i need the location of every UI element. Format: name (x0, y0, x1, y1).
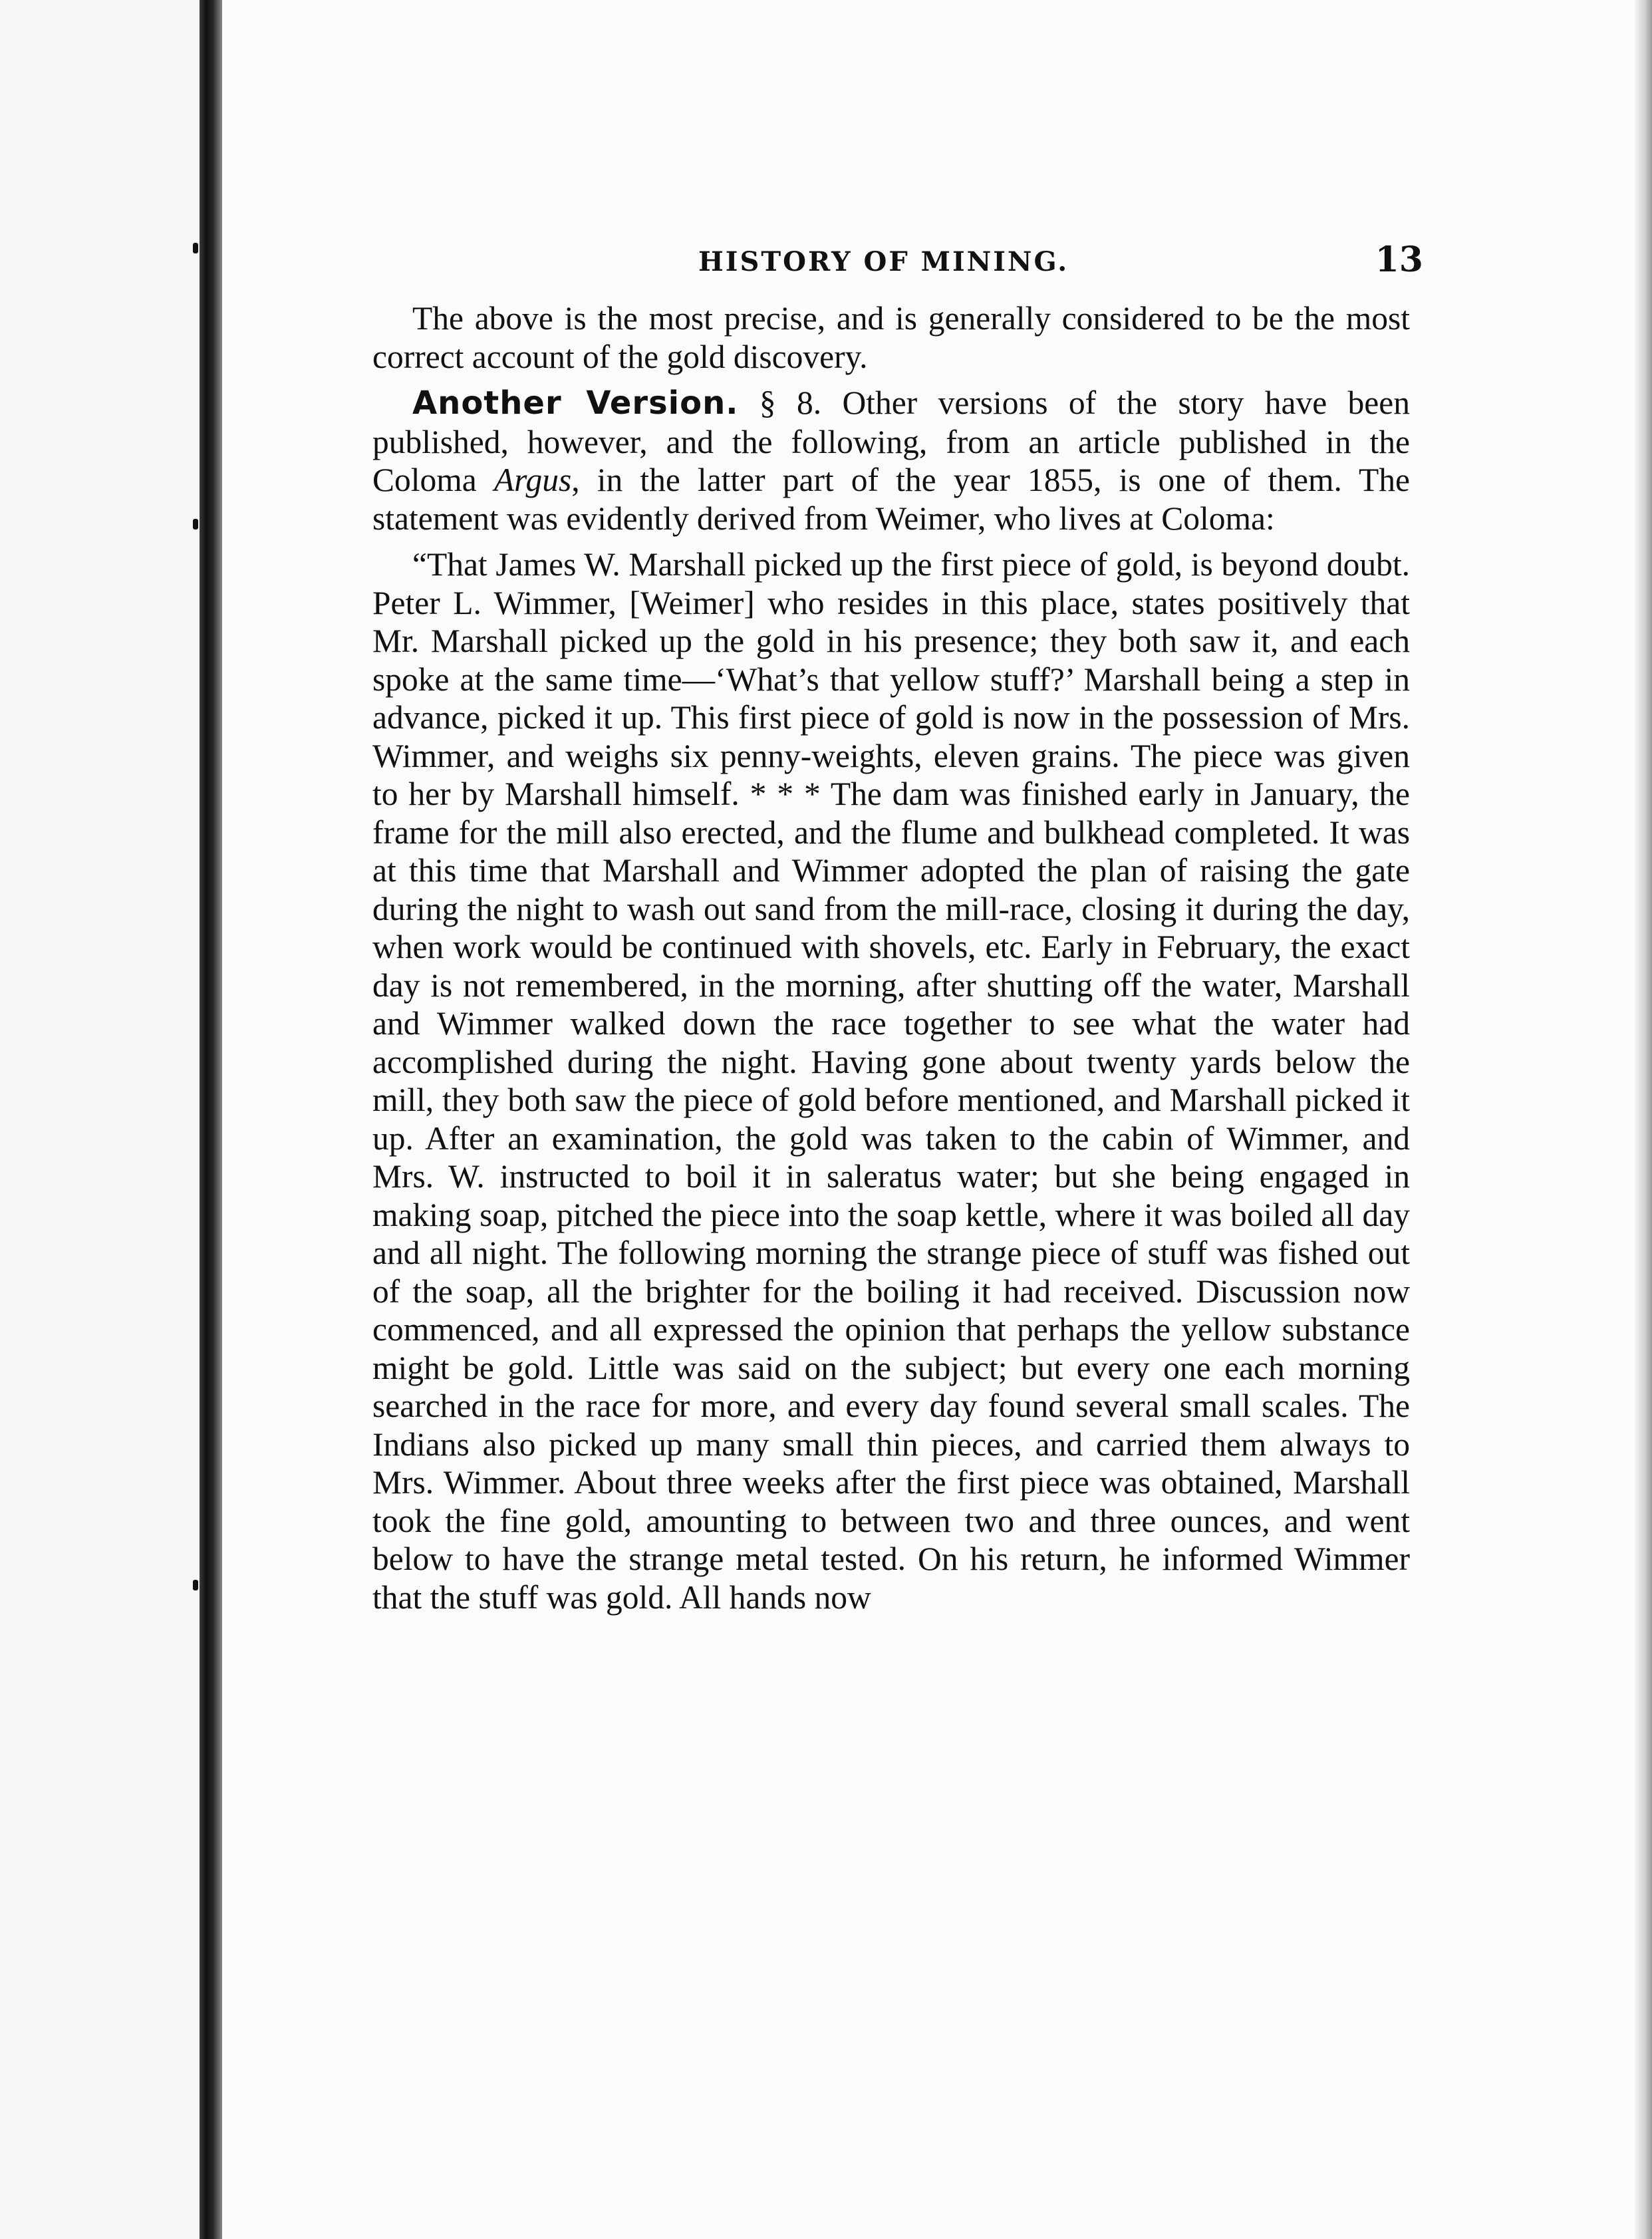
newspaper-title: Argus (493, 462, 572, 498)
margin-mark (193, 519, 198, 529)
book-binding-shadow (200, 0, 222, 2239)
previous-page-edge (0, 0, 200, 2239)
page-right-edge (1635, 0, 1652, 2239)
running-title: HISTORY OF MINING. (698, 246, 1069, 277)
margin-mark (193, 1580, 198, 1590)
page-body (372, 299, 1410, 1616)
section-heading: Another Version. (412, 384, 739, 422)
margin-mark (193, 243, 198, 253)
paragraph-1: The above is the most precise, and is generally considered to be the most correct account of the gold discovery. (372, 300, 1410, 375)
paragraph-3: “That James W. Marshall picked up the first piece of gold, is beyond doubt. Peter L. Wimmer, [Weimer] who resides in this place, states positively that Mr. Marshall picked up the gold in his presence; they both saw it, and each spoke at the same time—‘What’s that yellow stuff?’ Marshall being a step in advance, picked it up. This first piece of gold is now in the possession of Mrs. Wimmer, and weighs six penny-weights, eleven grains. The piece was given to her by Marshall himself. * * * The dam was finished early in January, the frame for the mill also erected, and the flume and bulkhead completed. It was at this time that Marshall and Wimmer adopted the plan of raising the gate during the night to wash out sand from the mill-race, closing it during the day, when work would be continued with shovels, etc. Early in February, the exact day is not remembered, in the morning, after shutting off the water, Marshall and Wimmer walked down the race together to see what the water had accomplished during the night. Having gone about twenty yards below the mill, they both saw the piece of gold before mentioned, and Marshall picked it up. After an examination, the gold was taken to the cabin of Wimmer, and Mrs. W. instructed to boil it in saleratus water; but she being engaged in making soap, pitched the piece into the soap kettle, where it was boiled all day and all night. The following morning the strange piece of stuff was fished out of the soap, all the brighter for the boiling it had received. Discussion now commenced, and all expressed the opinion that perhaps the yellow substance might be gold. Little was said on the subject; but every one each morning searched in the race for more, and every day found several small scales. The Indians also picked up many small thin pieces, and carried them always to Mrs. Wimmer. About three weeks after the first piece was obtained, Marshall took the fine gold, amounting to between two and three ounces, and went below to have the strange metal tested. On his return, he informed Wimmer that the stuff was gold. All hands now (372, 546, 1410, 1616)
page-header (698, 239, 1423, 286)
paragraph-2-text-b: , in the latter part of the year 1855, is one of them. The statement was evidently derived from Weimer, who lives at Coloma: (372, 462, 1410, 537)
paragraph-2 (372, 384, 1410, 537)
paragraph-2-text-a: § 8. Other versions of the story have been published, however, and the following, from an article published in the Coloma (372, 384, 1411, 498)
page-number: 13 (1375, 239, 1423, 280)
